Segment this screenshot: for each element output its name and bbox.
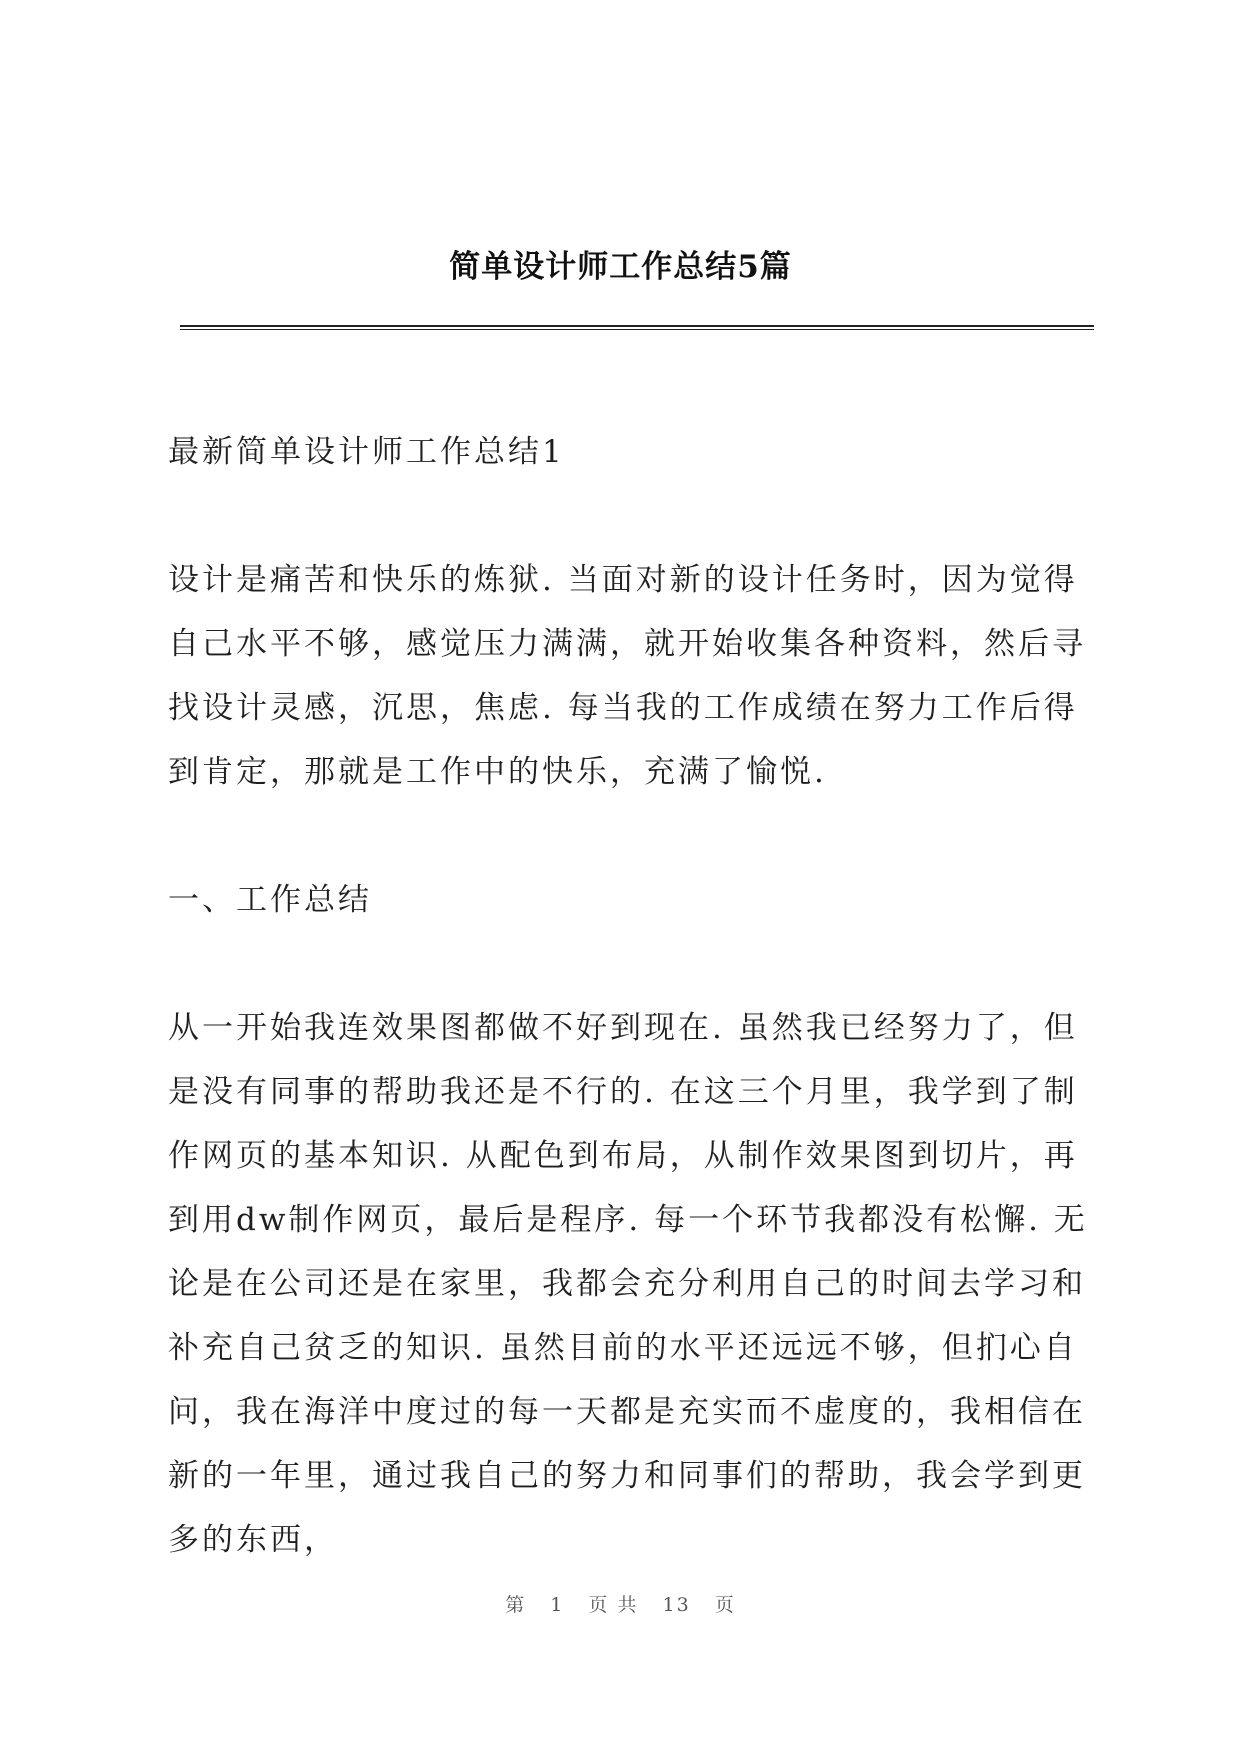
footer-prefix: 第: [505, 1594, 527, 1616]
page-footer: [0, 1590, 1241, 1617]
paragraph: 从一开始我连效果图都做不好到现在. 虽然我已经努力了，但是没有同事的帮助我还是不行的. 在这三个月里，我学到了制作网页的基本知识. 从配色到布局，从制作效果图到切片，再到用dw制作网页，最后是程序. 每一个环节我都没有松懈. 无论是在公司还是在家里，我都会充分利用自己的时间去学习和补充自己贫乏的知识. 虽然目前的水平还远远不够，但扪心自问，我在海洋中度过的每一天都是充实而不虚度的，我相信在新的一年里，通过我自己的努力和同事们的帮助，我会学到更多的东西，: [168, 1010, 1088, 1558]
section-heading: 最新简单设计师工作总结1: [168, 434, 565, 470]
spacer: [168, 484, 1088, 548]
spacer: [168, 804, 1088, 868]
footer-suffix: 页: [714, 1594, 736, 1616]
paragraph: 设计是痛苦和快乐的炼狱. 当面对新的设计任务时，因为觉得自己水平不够，感觉压力满满，就开始收集各种资料，然后寻找设计灵感，沉思，焦虑. 每当我的工作成绩在努力工作后得到肯定，那就是工作中的快乐，充满了愉悦.: [168, 562, 1086, 790]
title-divider: [180, 325, 1094, 330]
footer-mid: 页 共: [588, 1594, 639, 1616]
document-body: [168, 420, 1088, 1572]
current-page-number: 1: [550, 1594, 565, 1616]
spacer: [168, 932, 1088, 996]
document-title: 简单设计师工作总结5篇: [449, 249, 792, 285]
subheading: 一、工作总结: [168, 882, 372, 918]
total-pages-number: 13: [662, 1594, 691, 1616]
